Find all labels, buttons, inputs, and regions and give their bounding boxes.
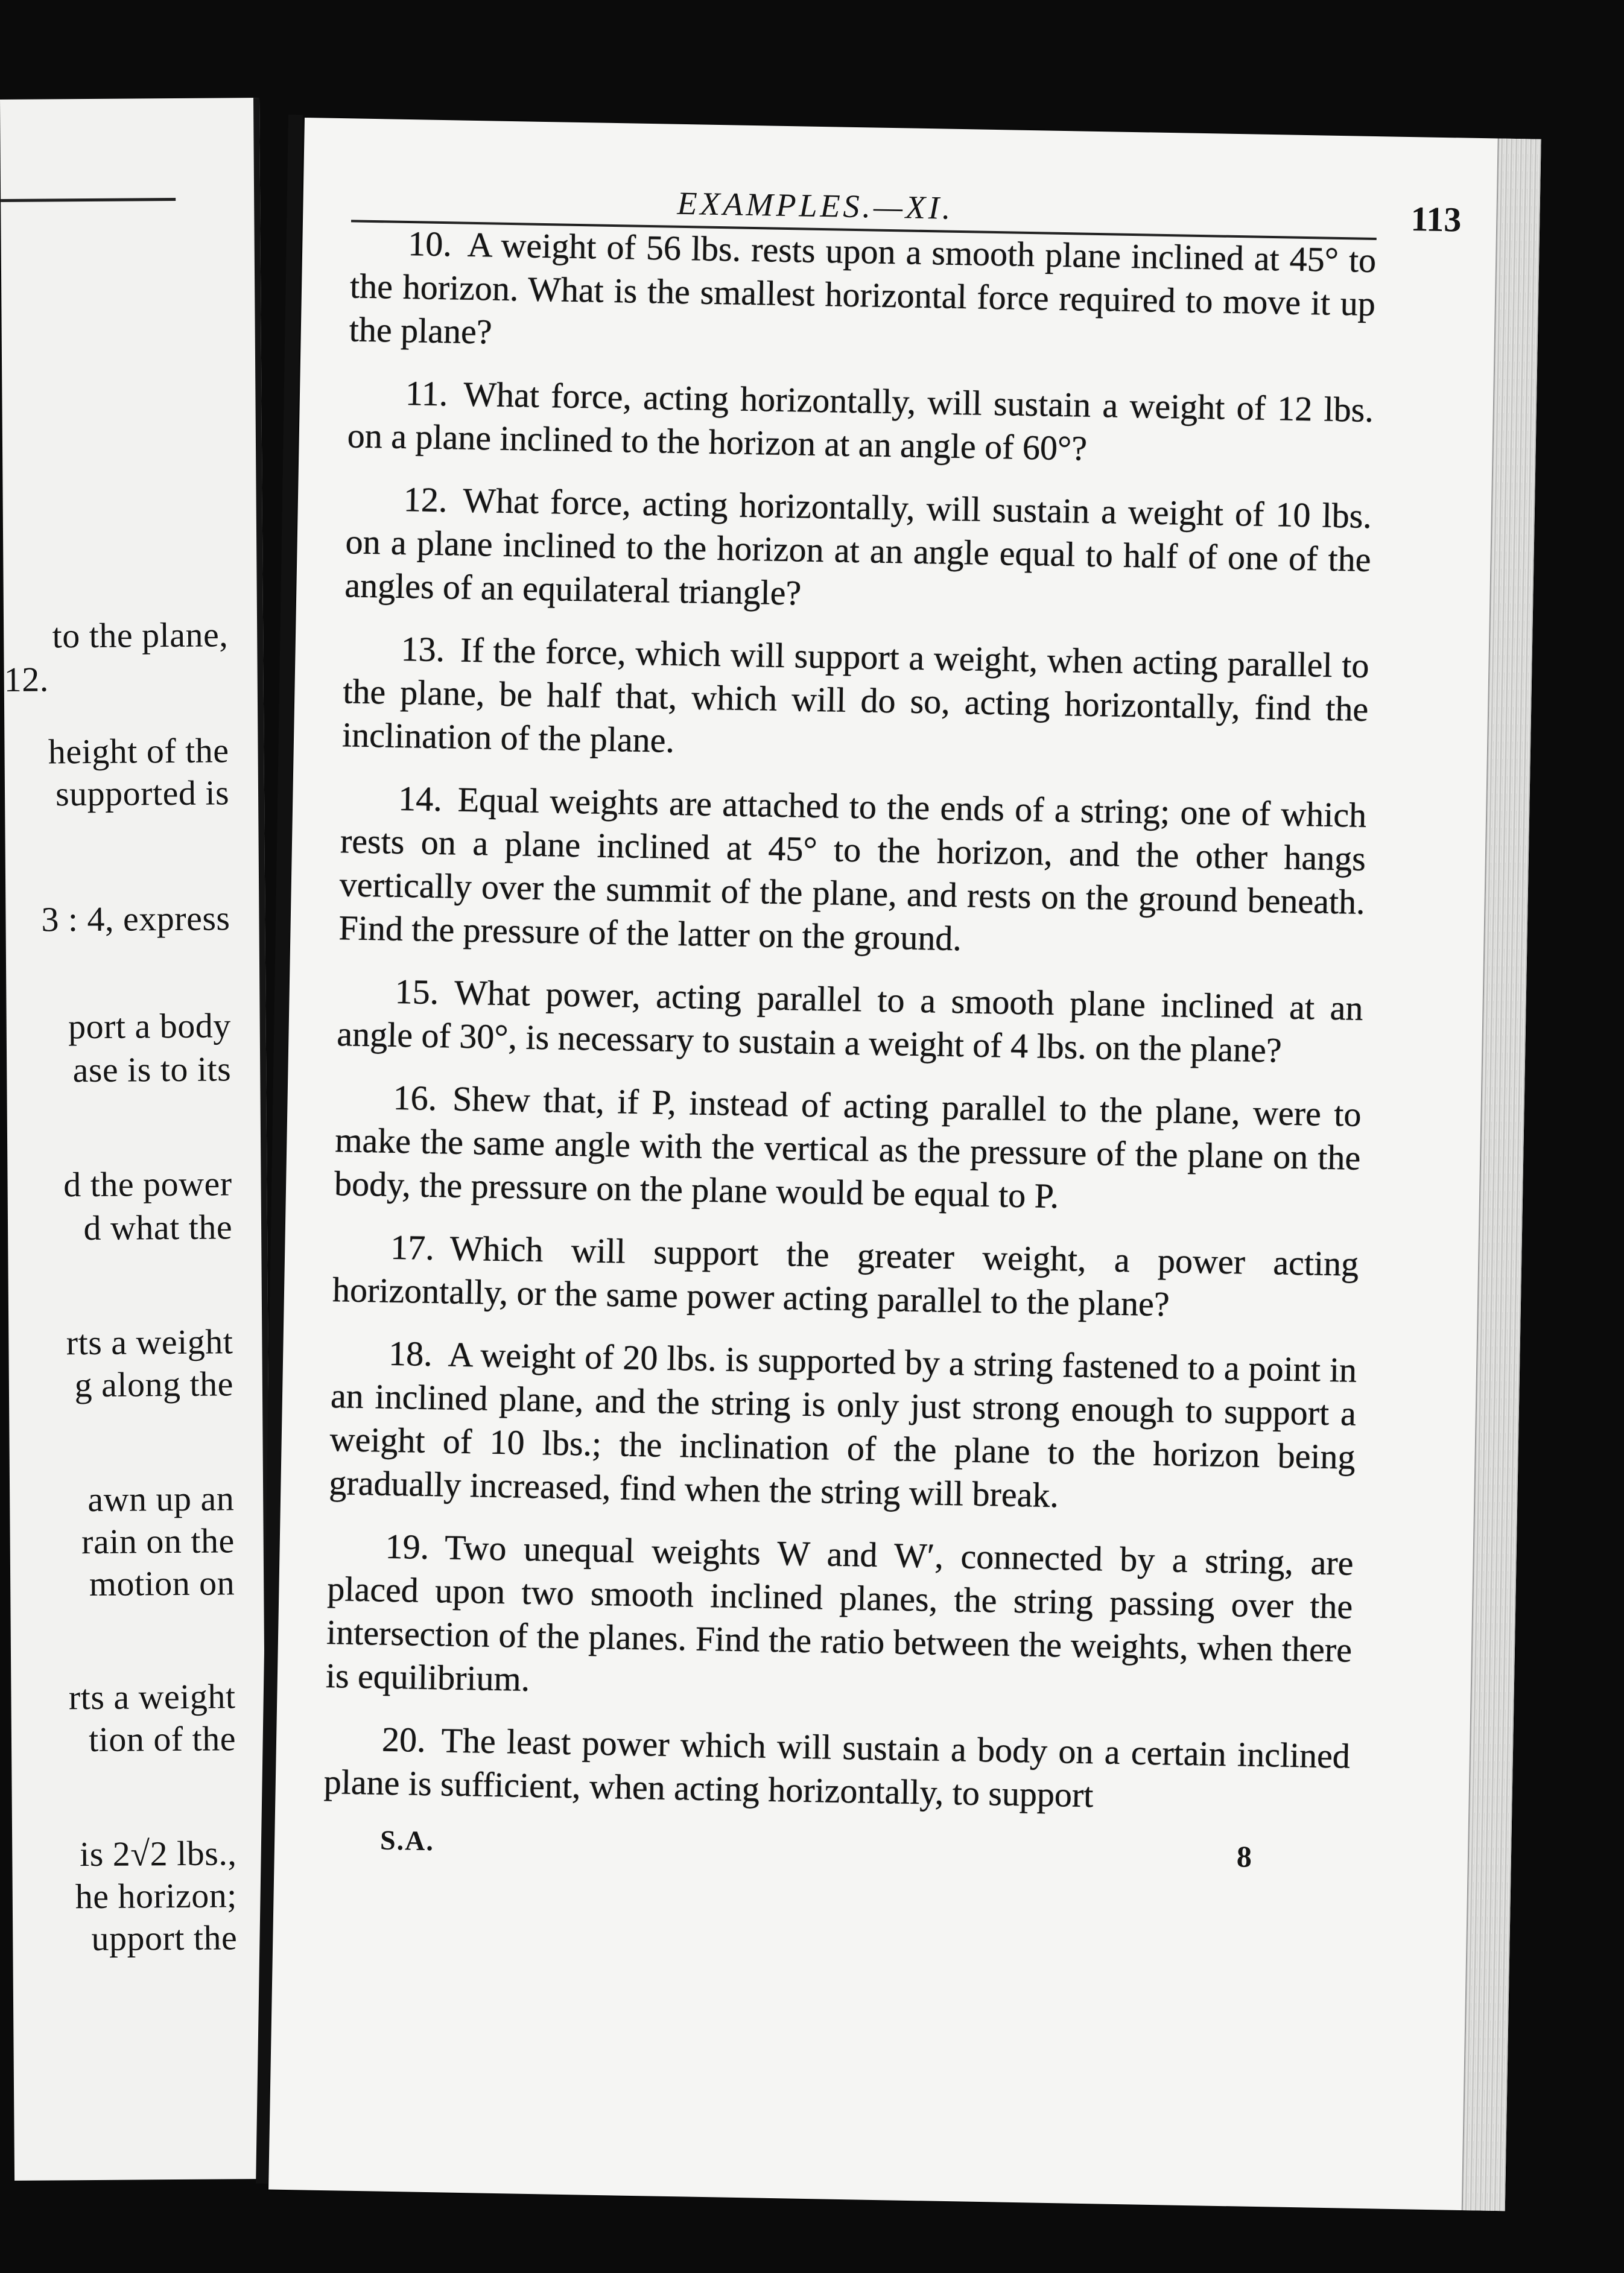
problem-text: A weight of 20 lbs. is supported by a string fastened to a point in an inclined plane, and the string is only just strong enough to support a weight of 10 lbs.; the inclination of the plane to the horizon being gradually increased, find when the string will break. (328, 1334, 1357, 1515)
page-footer (322, 1823, 1348, 1889)
problem-15 (337, 969, 1363, 1074)
page-content (322, 173, 1462, 1889)
problem-number: 14. (398, 778, 443, 819)
problem-10 (349, 221, 1377, 369)
problem-text: A weight of 56 lbs. rests upon a smooth plane inclined at 45° to the horizon. What is the smallest horizontal force required to move it up the plane? (349, 224, 1377, 352)
left-page-rule (1, 198, 176, 202)
left-page-fragment: ase is to its (72, 1049, 232, 1090)
problem-text: What force, acting horizontally, will sustain a weight of 12 lbs. on a plane inclined to the horizon at an angle of 60°? (347, 374, 1374, 468)
running-head: EXAMPLES.—XI. (677, 185, 954, 226)
problem-number: 15. (395, 971, 439, 1012)
left-page-fragment: d the power (63, 1164, 232, 1205)
problem-number: 12. (403, 479, 448, 520)
problem-number: 10. (407, 224, 452, 264)
left-page-fragment: 12. (4, 659, 49, 699)
problem-16 (334, 1075, 1362, 1223)
problem-text: If the force, which will support a weight, when acting parallel to the plane, be half that, which will do so, acting horizontally, find the inclination of the plane. (341, 630, 1369, 760)
left-page-text (0, 98, 253, 1959)
problem-text: What force, acting horizontally, will sustain a weight of 10 lbs. on a plane inclined to the horizon at an angle equal to half of one of the angles of an equilateral triangle? (344, 480, 1372, 613)
left-page-fragment: rts a weight (66, 1322, 233, 1363)
problem-17 (332, 1225, 1359, 1330)
problem-text: Equal weights are attached to the ends of a string; one of which rests on a plane inclined at 45° to the horizon, and the other hangs vertically over the summit of the plane, and rests on the ground beneath. Find the pressure of the latter on the ground. (338, 779, 1367, 959)
left-page-fragment: upport the (91, 1918, 238, 1959)
left-page-fragment: 3 : 4, express (41, 898, 230, 939)
problem-14 (338, 776, 1367, 968)
problem-20 (323, 1717, 1350, 1822)
left-page-fragment: g along the (74, 1364, 234, 1405)
problem-text: The least power which will sustain a body on a certain inclined plane is sufficient, when acting horizontally, to support (323, 1720, 1351, 1815)
problem-19 (325, 1524, 1354, 1716)
problem-11 (347, 370, 1374, 475)
left-page-fragment: supported is (55, 773, 230, 814)
page-number: 113 (1410, 199, 1462, 239)
problem-number: 19. (385, 1526, 430, 1567)
left-page-fragment: tion of the (88, 1719, 236, 1760)
left-page (0, 98, 274, 2181)
right-page (268, 118, 1541, 2211)
left-page-fragment: rain on the (81, 1521, 235, 1562)
sheet-number: 8 (1236, 1839, 1252, 1874)
problem-text: Two unequal weights W and W′, connected by a string, are placed upon two smooth inclined planes, the string passing over the intersection of the planes. Find the ratio between the weights, when there is equilibrium. (325, 1527, 1354, 1699)
left-page-fragment: motion on (89, 1563, 235, 1604)
problem-13 (342, 626, 1370, 775)
left-page-fragment: rts a weight (68, 1676, 236, 1717)
left-page-fragment: d what the (83, 1207, 233, 1248)
problem-12 (344, 477, 1372, 625)
left-page-fragment: to the plane, (52, 615, 229, 656)
problem-number: 20. (381, 1719, 427, 1760)
left-page-fragment: height of the (48, 731, 229, 772)
problem-text: What power, acting parallel to a smooth plane inclined at an angle of 30°, is necessary to sustain a weight of 4 lbs. on the plane? (336, 972, 1364, 1070)
problem-number: 11. (405, 373, 448, 414)
problem-number: 13. (401, 629, 445, 670)
problem-text: Which will support the greater weight, a power acting horizontally, or the same power acting parallel to the plane? (332, 1228, 1359, 1324)
problem-number: 18. (388, 1333, 433, 1374)
page-edges (1462, 139, 1541, 2211)
left-page-fragment: awn up an (87, 1479, 235, 1520)
signature-mark: S.A. (379, 1824, 435, 1857)
left-page-fragment: is 2√2 lbs., (79, 1833, 237, 1874)
problem-text: Shew that, if P, instead of acting parallel to the plane, were to make the same angle with the vertical as the pressure of the plane on the body, the pressure on the plane would be equal to P. (334, 1079, 1362, 1216)
problem-number: 17. (390, 1227, 435, 1268)
problem-18 (329, 1331, 1357, 1523)
problem-number: 16. (393, 1077, 437, 1118)
left-page-fragment: he horizon; (75, 1875, 238, 1916)
left-page-fragment: port a body (68, 1006, 231, 1047)
